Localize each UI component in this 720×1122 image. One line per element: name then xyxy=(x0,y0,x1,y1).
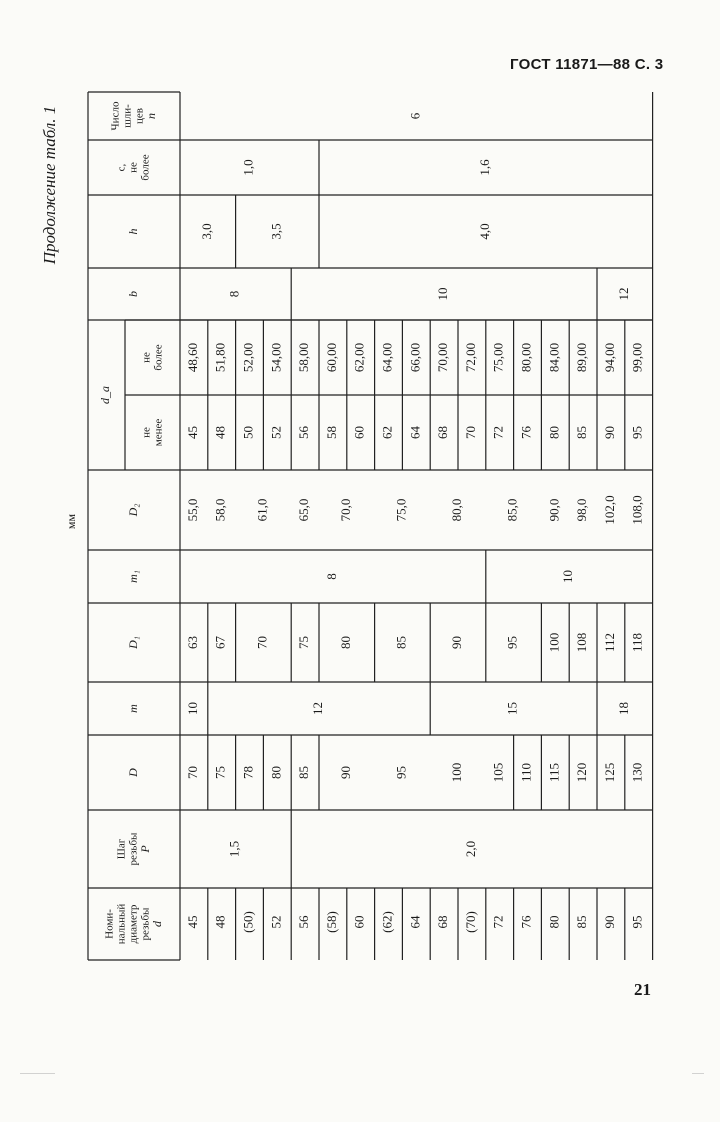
cell-D: 125 xyxy=(601,762,617,783)
cell-m: 15 xyxy=(504,702,520,715)
cell-da-max: 75,00 xyxy=(490,342,506,373)
cell-da-min: 90 xyxy=(601,426,617,439)
units-label-text: мм xyxy=(64,513,79,530)
cell-D1: 108 xyxy=(574,632,590,653)
cell-D1: 100 xyxy=(546,632,562,653)
cell-D2-merged: 61,0 xyxy=(254,498,270,522)
cell-D1: 85 xyxy=(393,636,409,649)
cell-b: 8 xyxy=(226,290,242,298)
header-n: Число xyxy=(109,101,122,131)
cell-c: 1,6 xyxy=(476,159,492,176)
header-n: шли- xyxy=(121,104,134,128)
cell-b: 12 xyxy=(615,287,631,301)
cell-h: 3,0 xyxy=(198,223,214,240)
cell-D1: 95 xyxy=(504,636,520,649)
cell-da-max: 52,00 xyxy=(240,342,256,373)
cell-D1: 70 xyxy=(254,636,270,649)
cell-D2-merged: 80,0 xyxy=(448,498,464,522)
cell-D: 75 xyxy=(212,766,228,779)
header-d: Номи- xyxy=(103,909,116,939)
cell-d: 68 xyxy=(435,915,451,929)
cell-D2-merged: 70,0 xyxy=(337,498,353,522)
cell-D: 70 xyxy=(184,766,200,779)
cell-D: 85 xyxy=(296,766,312,779)
cell-d: 48 xyxy=(212,915,228,929)
header-D1: D₁ xyxy=(125,636,140,649)
cell-d: 56 xyxy=(296,915,312,929)
cell-da-min: 52 xyxy=(268,426,284,439)
cell-da-min: 68 xyxy=(435,426,451,439)
cell-da-max: 70,00 xyxy=(435,342,451,373)
cell-d: 76 xyxy=(518,915,534,929)
header-P: P xyxy=(137,845,152,853)
cell-D: 120 xyxy=(574,762,590,783)
header-da-max: более xyxy=(152,344,165,371)
header-n: цев xyxy=(133,108,146,124)
cell-da-max: 80,00 xyxy=(518,342,534,373)
cell-n: 6 xyxy=(407,112,423,120)
cell-da-max: 89,00 xyxy=(574,342,590,373)
header-d: нальный xyxy=(115,903,128,945)
cell-da-min: 58 xyxy=(323,426,339,439)
cell-d: 60 xyxy=(351,915,367,929)
cell-da-max: 60,00 xyxy=(323,342,339,373)
cell-da-min: 60 xyxy=(351,426,367,439)
cell-da-min: 70 xyxy=(462,426,478,439)
cell-D1: 112 xyxy=(601,632,617,653)
cell-da-max: 72,00 xyxy=(462,342,478,373)
cell-da-max: 54,00 xyxy=(268,342,284,373)
cell-D-merged: 100 xyxy=(448,762,464,783)
cell-D1: 80 xyxy=(337,636,353,649)
cell-d: (70) xyxy=(462,911,478,933)
cell-da-min: 95 xyxy=(629,426,645,439)
cell-D2-merged: 75,0 xyxy=(393,498,409,522)
cell-m: 10 xyxy=(184,702,200,715)
cell-da-max: 84,00 xyxy=(546,342,562,373)
header-da-max: не xyxy=(140,352,153,363)
cell-d: 80 xyxy=(546,915,562,929)
page-number: 21 xyxy=(634,980,651,999)
cell-da-max: 99,00 xyxy=(629,342,645,373)
cell-D: 110 xyxy=(518,762,534,783)
cell-da-min: 62 xyxy=(379,426,395,439)
header-h: h xyxy=(125,228,140,235)
header-da-min: не xyxy=(140,427,153,438)
cell-da-min: 48 xyxy=(212,426,228,439)
cell-D: 130 xyxy=(629,762,645,783)
header-m: m xyxy=(125,704,140,713)
cell-D: 105 xyxy=(490,762,506,783)
cell-d: 95 xyxy=(629,915,645,929)
cell-d: (50) xyxy=(240,911,256,933)
cell-da-max: 58,00 xyxy=(296,342,312,373)
cell-da-max: 48,60 xyxy=(184,342,200,373)
header-P: резьбы xyxy=(127,832,140,866)
cell-d: 52 xyxy=(268,915,284,929)
cell-b: 10 xyxy=(435,287,451,301)
cell-P: 2,0 xyxy=(462,840,478,858)
cell-d: 90 xyxy=(601,915,617,929)
cell-P: 1,5 xyxy=(226,840,242,858)
cell-da-max: 66,00 xyxy=(407,342,423,373)
cell-D1: 75 xyxy=(296,636,312,649)
cell-m1: 10 xyxy=(560,570,576,583)
continuation-caption-text: Продолжение табл. 1 xyxy=(40,105,59,265)
cell-m1: 8 xyxy=(323,573,339,580)
cell-da-min: 80 xyxy=(546,426,562,439)
header-c: c, xyxy=(115,163,128,172)
cell-m: 18 xyxy=(615,702,631,715)
header-d: диаметр xyxy=(127,904,140,944)
cell-D2: 55,0 xyxy=(184,498,200,522)
header-da: d_a xyxy=(97,386,112,404)
cell-da-max: 62,00 xyxy=(351,342,367,373)
scan-mark xyxy=(20,1073,55,1074)
cell-d: 85 xyxy=(574,915,590,929)
cell-c: 1,0 xyxy=(240,159,256,176)
cell-D: 115 xyxy=(546,762,562,783)
standard-header: ГОСТ 11871—88 С. 3 xyxy=(510,56,664,73)
header-b: b xyxy=(125,291,140,297)
cell-D1: 118 xyxy=(629,632,645,653)
cell-D2: 90,0 xyxy=(546,498,562,522)
cell-D-merged: 95 xyxy=(393,766,409,779)
cell-D-merged: 90 xyxy=(337,766,353,779)
cell-D1: 63 xyxy=(184,636,200,649)
header-c: не xyxy=(127,162,140,173)
cell-d: 72 xyxy=(490,915,506,929)
cell-h: 3,5 xyxy=(268,223,284,240)
cell-da-min: 85 xyxy=(574,426,590,439)
header-P: Шаг xyxy=(115,838,128,860)
header-d: резьбы xyxy=(139,907,152,941)
cell-D: 78 xyxy=(240,766,256,779)
cell-da-max: 51,80 xyxy=(212,342,228,373)
header-da-min: менее xyxy=(152,418,165,447)
cell-m: 12 xyxy=(309,702,325,715)
cell-D2: 108,0 xyxy=(629,495,645,525)
cell-h: 4,0 xyxy=(476,223,492,240)
cell-D2: 98,0 xyxy=(574,498,590,522)
scan-mark xyxy=(692,1073,704,1074)
cell-da-min: 64 xyxy=(407,426,423,439)
header-c: более xyxy=(139,154,152,181)
header-d: d xyxy=(149,921,164,927)
header-D: D xyxy=(125,768,140,777)
cell-da-min: 72 xyxy=(490,426,506,439)
cell-D2: 58,0 xyxy=(212,498,228,522)
cell-D1: 90 xyxy=(448,636,464,649)
cell-da-min: 50 xyxy=(240,426,256,439)
cell-d: 45 xyxy=(184,915,200,929)
cell-D2: 65,0 xyxy=(296,498,312,522)
cell-da-min: 45 xyxy=(184,426,200,439)
cell-d: (62) xyxy=(379,911,395,933)
cell-da-max: 64,00 xyxy=(379,342,395,373)
cell-d: (58) xyxy=(323,911,339,933)
cell-D2-merged: 85,0 xyxy=(504,498,520,522)
cell-da-min: 76 xyxy=(518,426,534,439)
cell-da-max: 94,00 xyxy=(601,342,617,373)
cell-D1: 67 xyxy=(212,636,228,649)
cell-D: 80 xyxy=(268,766,284,779)
cell-da-min: 56 xyxy=(296,426,312,439)
cell-D2: 102,0 xyxy=(601,495,617,525)
header-m1: m₁ xyxy=(125,570,140,583)
header-D2: D₂ xyxy=(125,503,140,517)
cell-d: 64 xyxy=(407,915,423,929)
header-n: n xyxy=(143,113,158,119)
